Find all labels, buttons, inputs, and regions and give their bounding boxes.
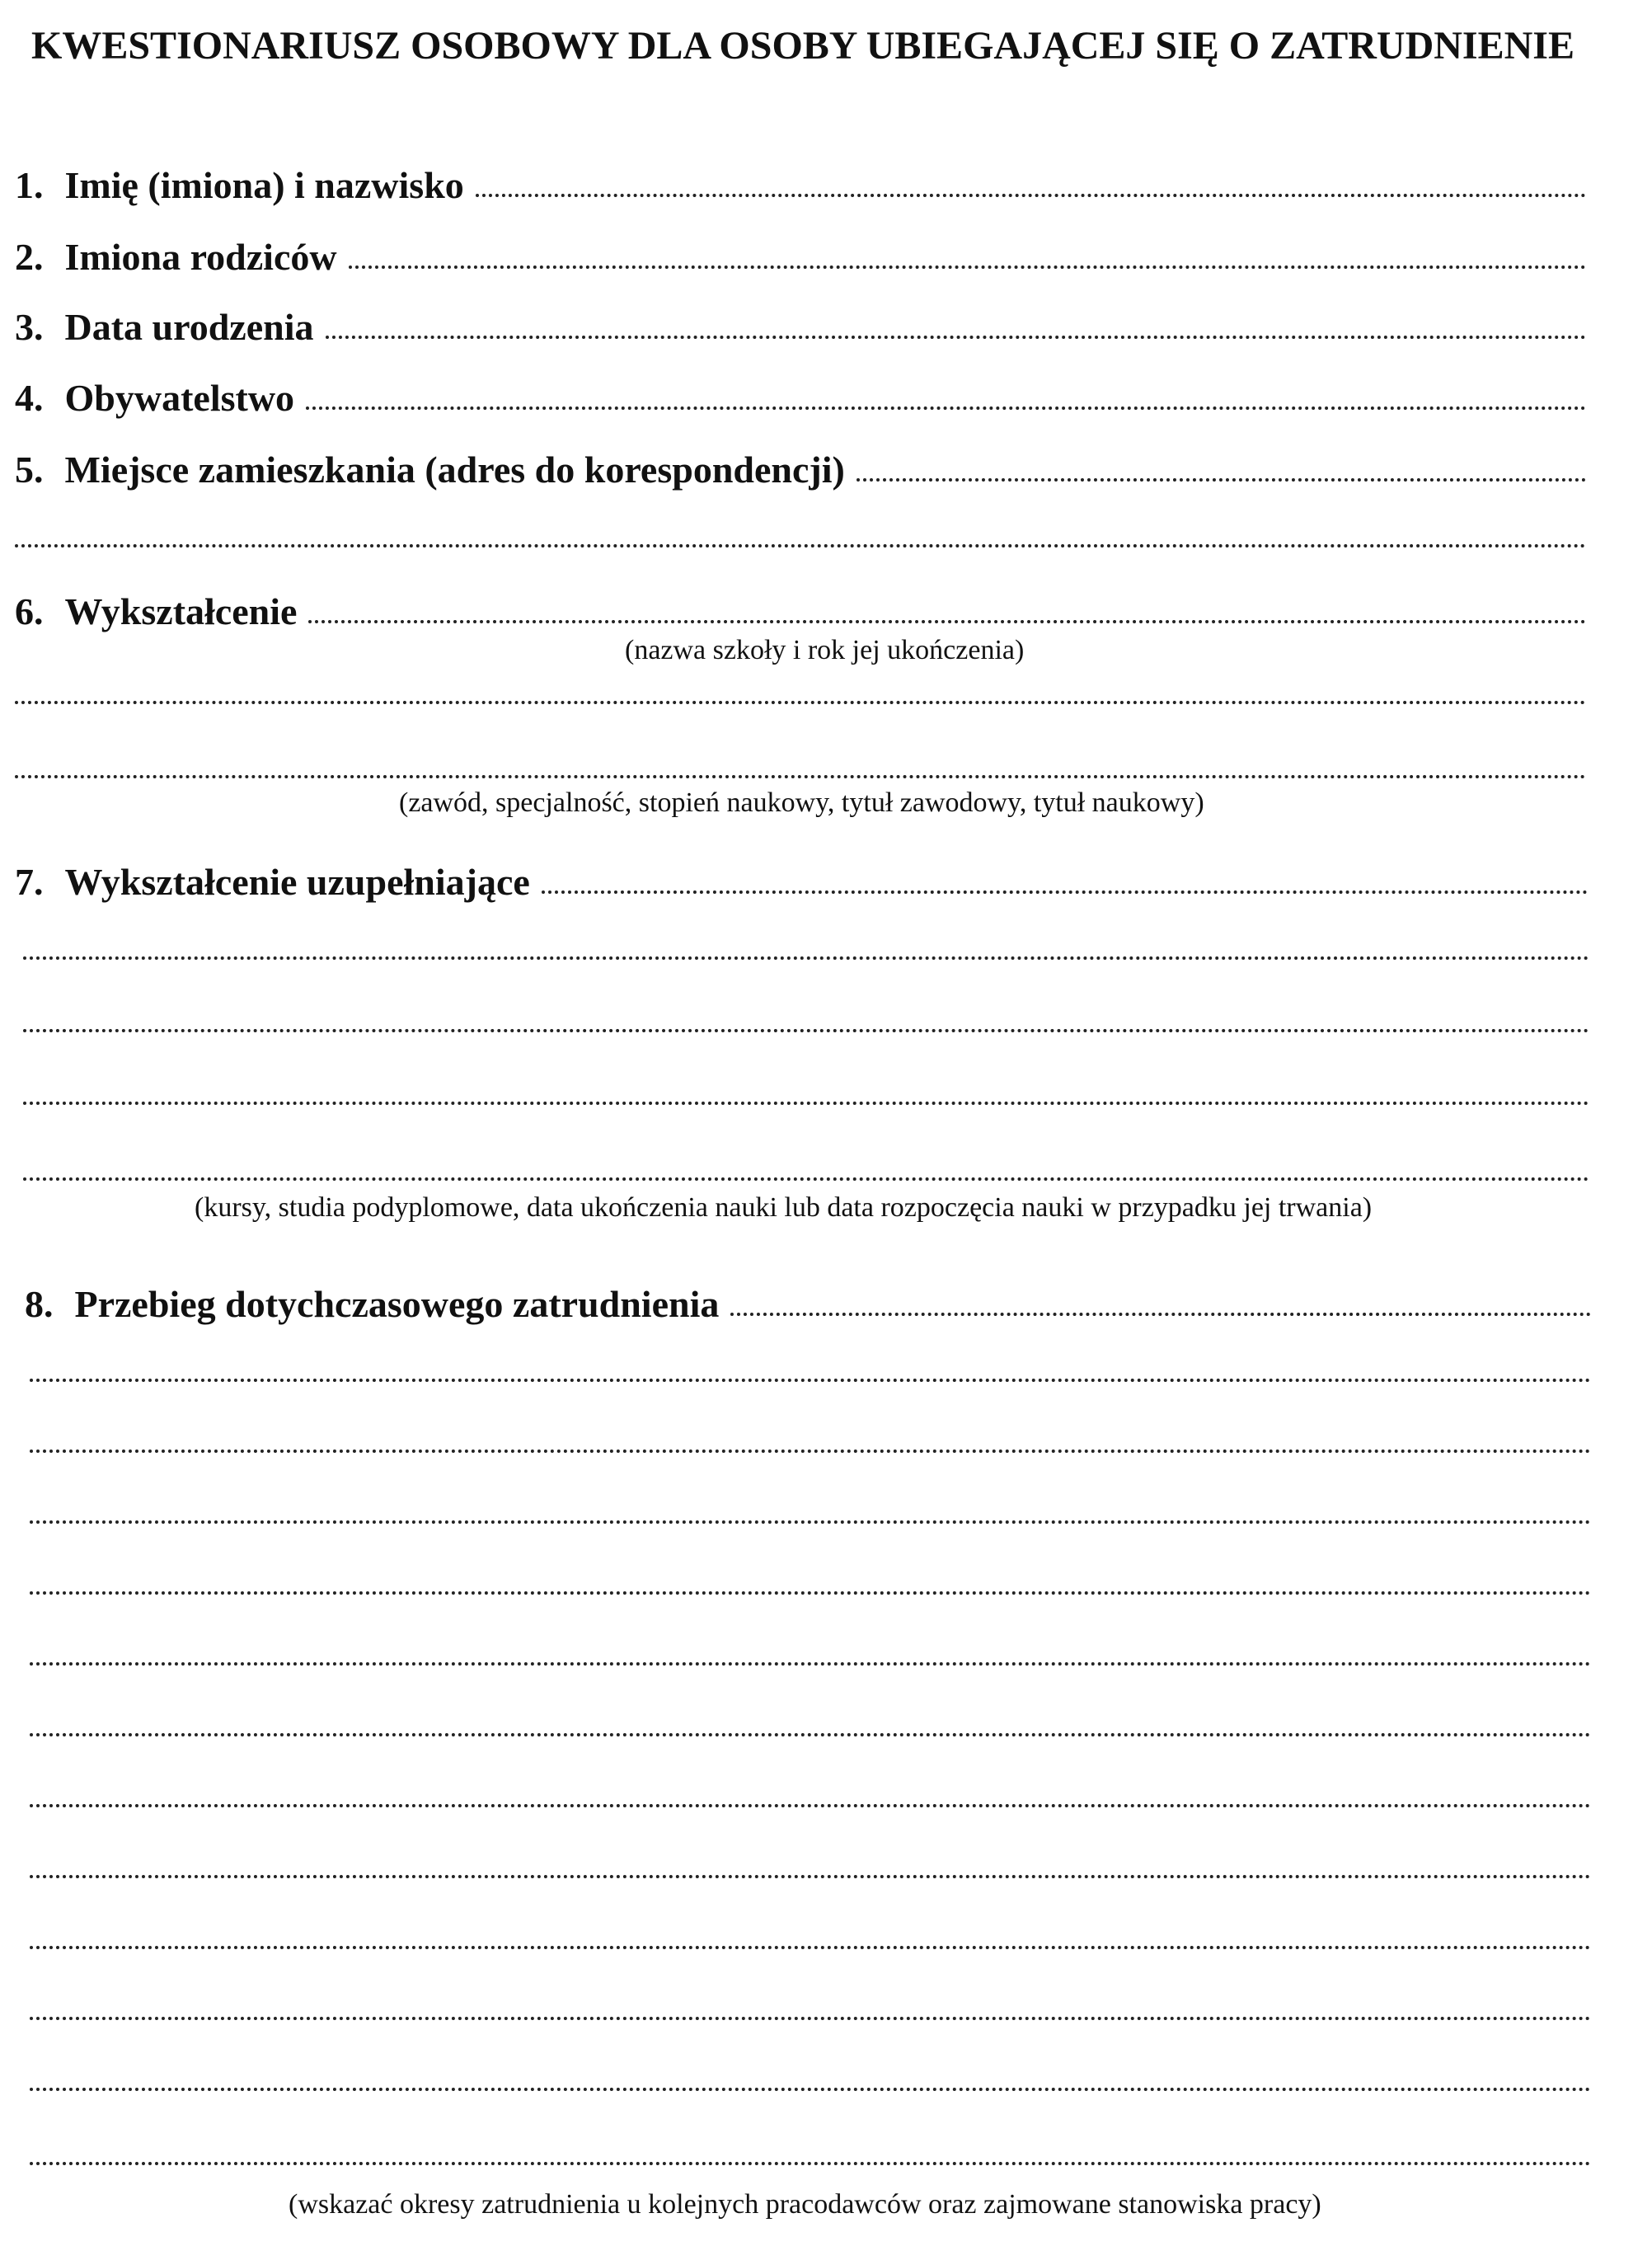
fill-line[interactable] bbox=[30, 1520, 1591, 1524]
fill-line[interactable] bbox=[476, 194, 1586, 197]
field-label: Wykształcenie bbox=[64, 590, 298, 632]
field-label: Wykształcenie uzupełniające bbox=[64, 861, 530, 903]
fill-line[interactable] bbox=[857, 478, 1586, 482]
field-education[interactable] bbox=[15, 590, 1586, 633]
field-employment-history[interactable] bbox=[25, 1282, 1591, 1326]
field-label: Imię (imiona) i nazwisko bbox=[64, 164, 464, 206]
fill-line[interactable] bbox=[30, 1946, 1591, 1949]
field-number: 7. bbox=[15, 861, 44, 903]
fill-line[interactable] bbox=[30, 2162, 1591, 2165]
fill-line[interactable] bbox=[349, 265, 1586, 269]
field-address[interactable] bbox=[15, 448, 1586, 491]
fill-line[interactable] bbox=[30, 1591, 1591, 1595]
field-parents-names[interactable] bbox=[15, 235, 1586, 279]
field-number: 4. bbox=[15, 377, 44, 419]
form-title: KWESTIONARIUSZ OSOBOWY DLA OSOBY UBIEGAJĄCEJ SIĘ O ZATRUDNIENIE bbox=[31, 24, 1575, 68]
fill-line[interactable] bbox=[30, 1379, 1591, 1382]
field-number: 5. bbox=[15, 449, 44, 491]
fill-line[interactable] bbox=[306, 406, 1586, 410]
fill-line[interactable] bbox=[30, 1662, 1591, 1666]
fill-line[interactable] bbox=[730, 1313, 1591, 1316]
field-label: Miejsce zamieszkania (adres do korespondencji) bbox=[64, 449, 845, 491]
fill-line[interactable] bbox=[30, 1875, 1591, 1878]
field-label: Przebieg dotychczasowego zatrudnienia bbox=[74, 1283, 720, 1325]
hint-courses: (kursy, studia podyplomowe, data ukończenia nauki lub data rozpoczęcia nauki w przypadku jej trwania) bbox=[195, 1192, 1373, 1223]
field-birth-date[interactable] bbox=[15, 305, 1586, 349]
field-number: 1. bbox=[15, 164, 44, 206]
fill-line[interactable] bbox=[30, 1733, 1591, 1736]
fill-line[interactable] bbox=[15, 544, 1586, 547]
fill-line[interactable] bbox=[542, 890, 1588, 894]
hint-school: (nazwa szkoły i rok jej ukończenia) bbox=[625, 635, 1025, 665]
fill-line[interactable] bbox=[23, 1029, 1589, 1032]
fill-line[interactable] bbox=[308, 620, 1586, 623]
hint-profession: (zawód, specjalność, stopień naukowy, tytuł zawodowy, tytuł naukowy) bbox=[399, 787, 1204, 818]
field-label: Imiona rodziców bbox=[64, 236, 337, 278]
field-number: 3. bbox=[15, 306, 44, 348]
fill-line[interactable] bbox=[326, 336, 1587, 339]
fill-line[interactable] bbox=[23, 1177, 1589, 1181]
field-number: 6. bbox=[15, 590, 44, 632]
fill-line[interactable] bbox=[30, 1450, 1591, 1453]
field-additional-education[interactable] bbox=[15, 860, 1588, 904]
field-label: Obywatelstwo bbox=[64, 377, 295, 419]
fill-line[interactable] bbox=[30, 2088, 1591, 2091]
fill-line[interactable] bbox=[15, 775, 1586, 778]
field-label: Data urodzenia bbox=[64, 306, 314, 348]
hint-employment: (wskazać okresy zatrudnienia u kolejnych pracodawców oraz zajmowane stanowiska pracy) bbox=[289, 2189, 1321, 2220]
fill-line[interactable] bbox=[15, 701, 1586, 704]
field-name[interactable] bbox=[15, 163, 1586, 207]
field-number: 2. bbox=[15, 236, 44, 278]
fill-line[interactable] bbox=[30, 2017, 1591, 2020]
fill-line[interactable] bbox=[23, 956, 1589, 960]
fill-line[interactable] bbox=[30, 1804, 1591, 1807]
field-number: 8. bbox=[25, 1283, 54, 1325]
field-citizenship[interactable] bbox=[15, 376, 1586, 420]
fill-line[interactable] bbox=[23, 1102, 1589, 1105]
